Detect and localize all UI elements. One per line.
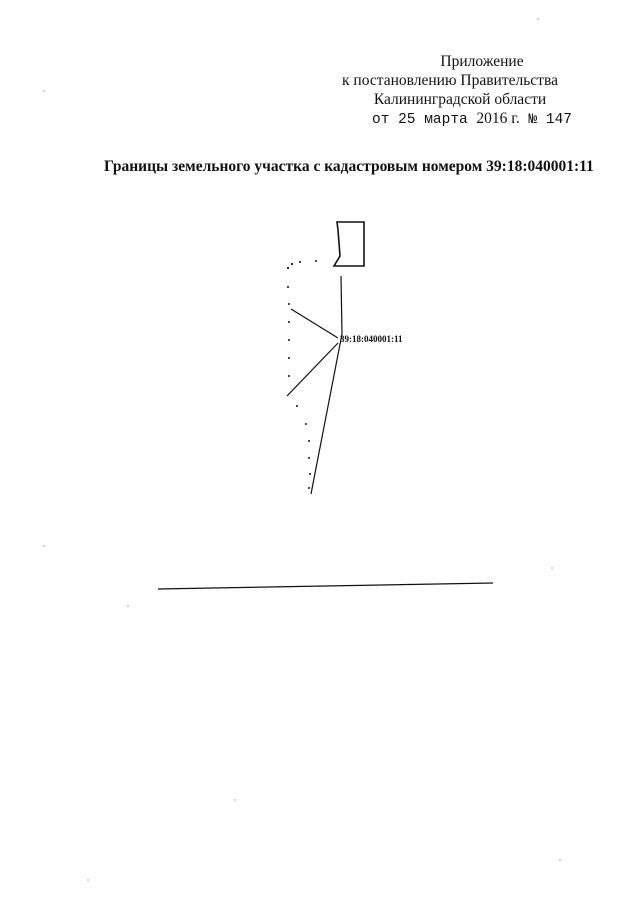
resolution-number: № 147: [528, 112, 572, 128]
building-outline: [334, 222, 364, 266]
boundary-point: [287, 267, 289, 269]
page-title: Границы земельного участка с кадастровым номером 39:18:040001:11: [104, 158, 594, 175]
resolution-date: от 25 марта: [372, 112, 468, 128]
boundary-point: [288, 321, 290, 323]
separator-line: [158, 583, 493, 589]
boundary-point: [315, 260, 317, 262]
scan-specks: [43, 18, 560, 880]
leader-line-upper: [291, 309, 338, 338]
leader-line-lower: [287, 343, 338, 396]
resolution-reference: к постановлению Правительства: [342, 72, 558, 89]
boundary-point: [308, 487, 310, 489]
boundary-point: [308, 457, 310, 459]
boundary-line-lower: [311, 334, 342, 494]
boundary-point: [309, 473, 311, 475]
boundary-point: [288, 303, 290, 305]
boundary-points: [287, 260, 317, 489]
boundary-point: [305, 423, 307, 425]
boundary-line-upper: [341, 276, 342, 334]
boundary-point: [296, 405, 298, 407]
boundary-point: [288, 339, 290, 341]
parcel-cadastral-label: 39:18:040001:11: [340, 334, 403, 344]
boundary-point: [288, 375, 290, 377]
boundary-point: [308, 440, 310, 442]
resolution-year: 2016 г.: [476, 110, 520, 127]
boundary-point: [288, 357, 290, 359]
boundary-point: [299, 261, 301, 263]
boundary-point: [287, 286, 289, 288]
appendix-label: Приложение: [440, 53, 524, 70]
boundary-point: [291, 263, 293, 265]
region-name: Калининградской области: [373, 91, 547, 108]
